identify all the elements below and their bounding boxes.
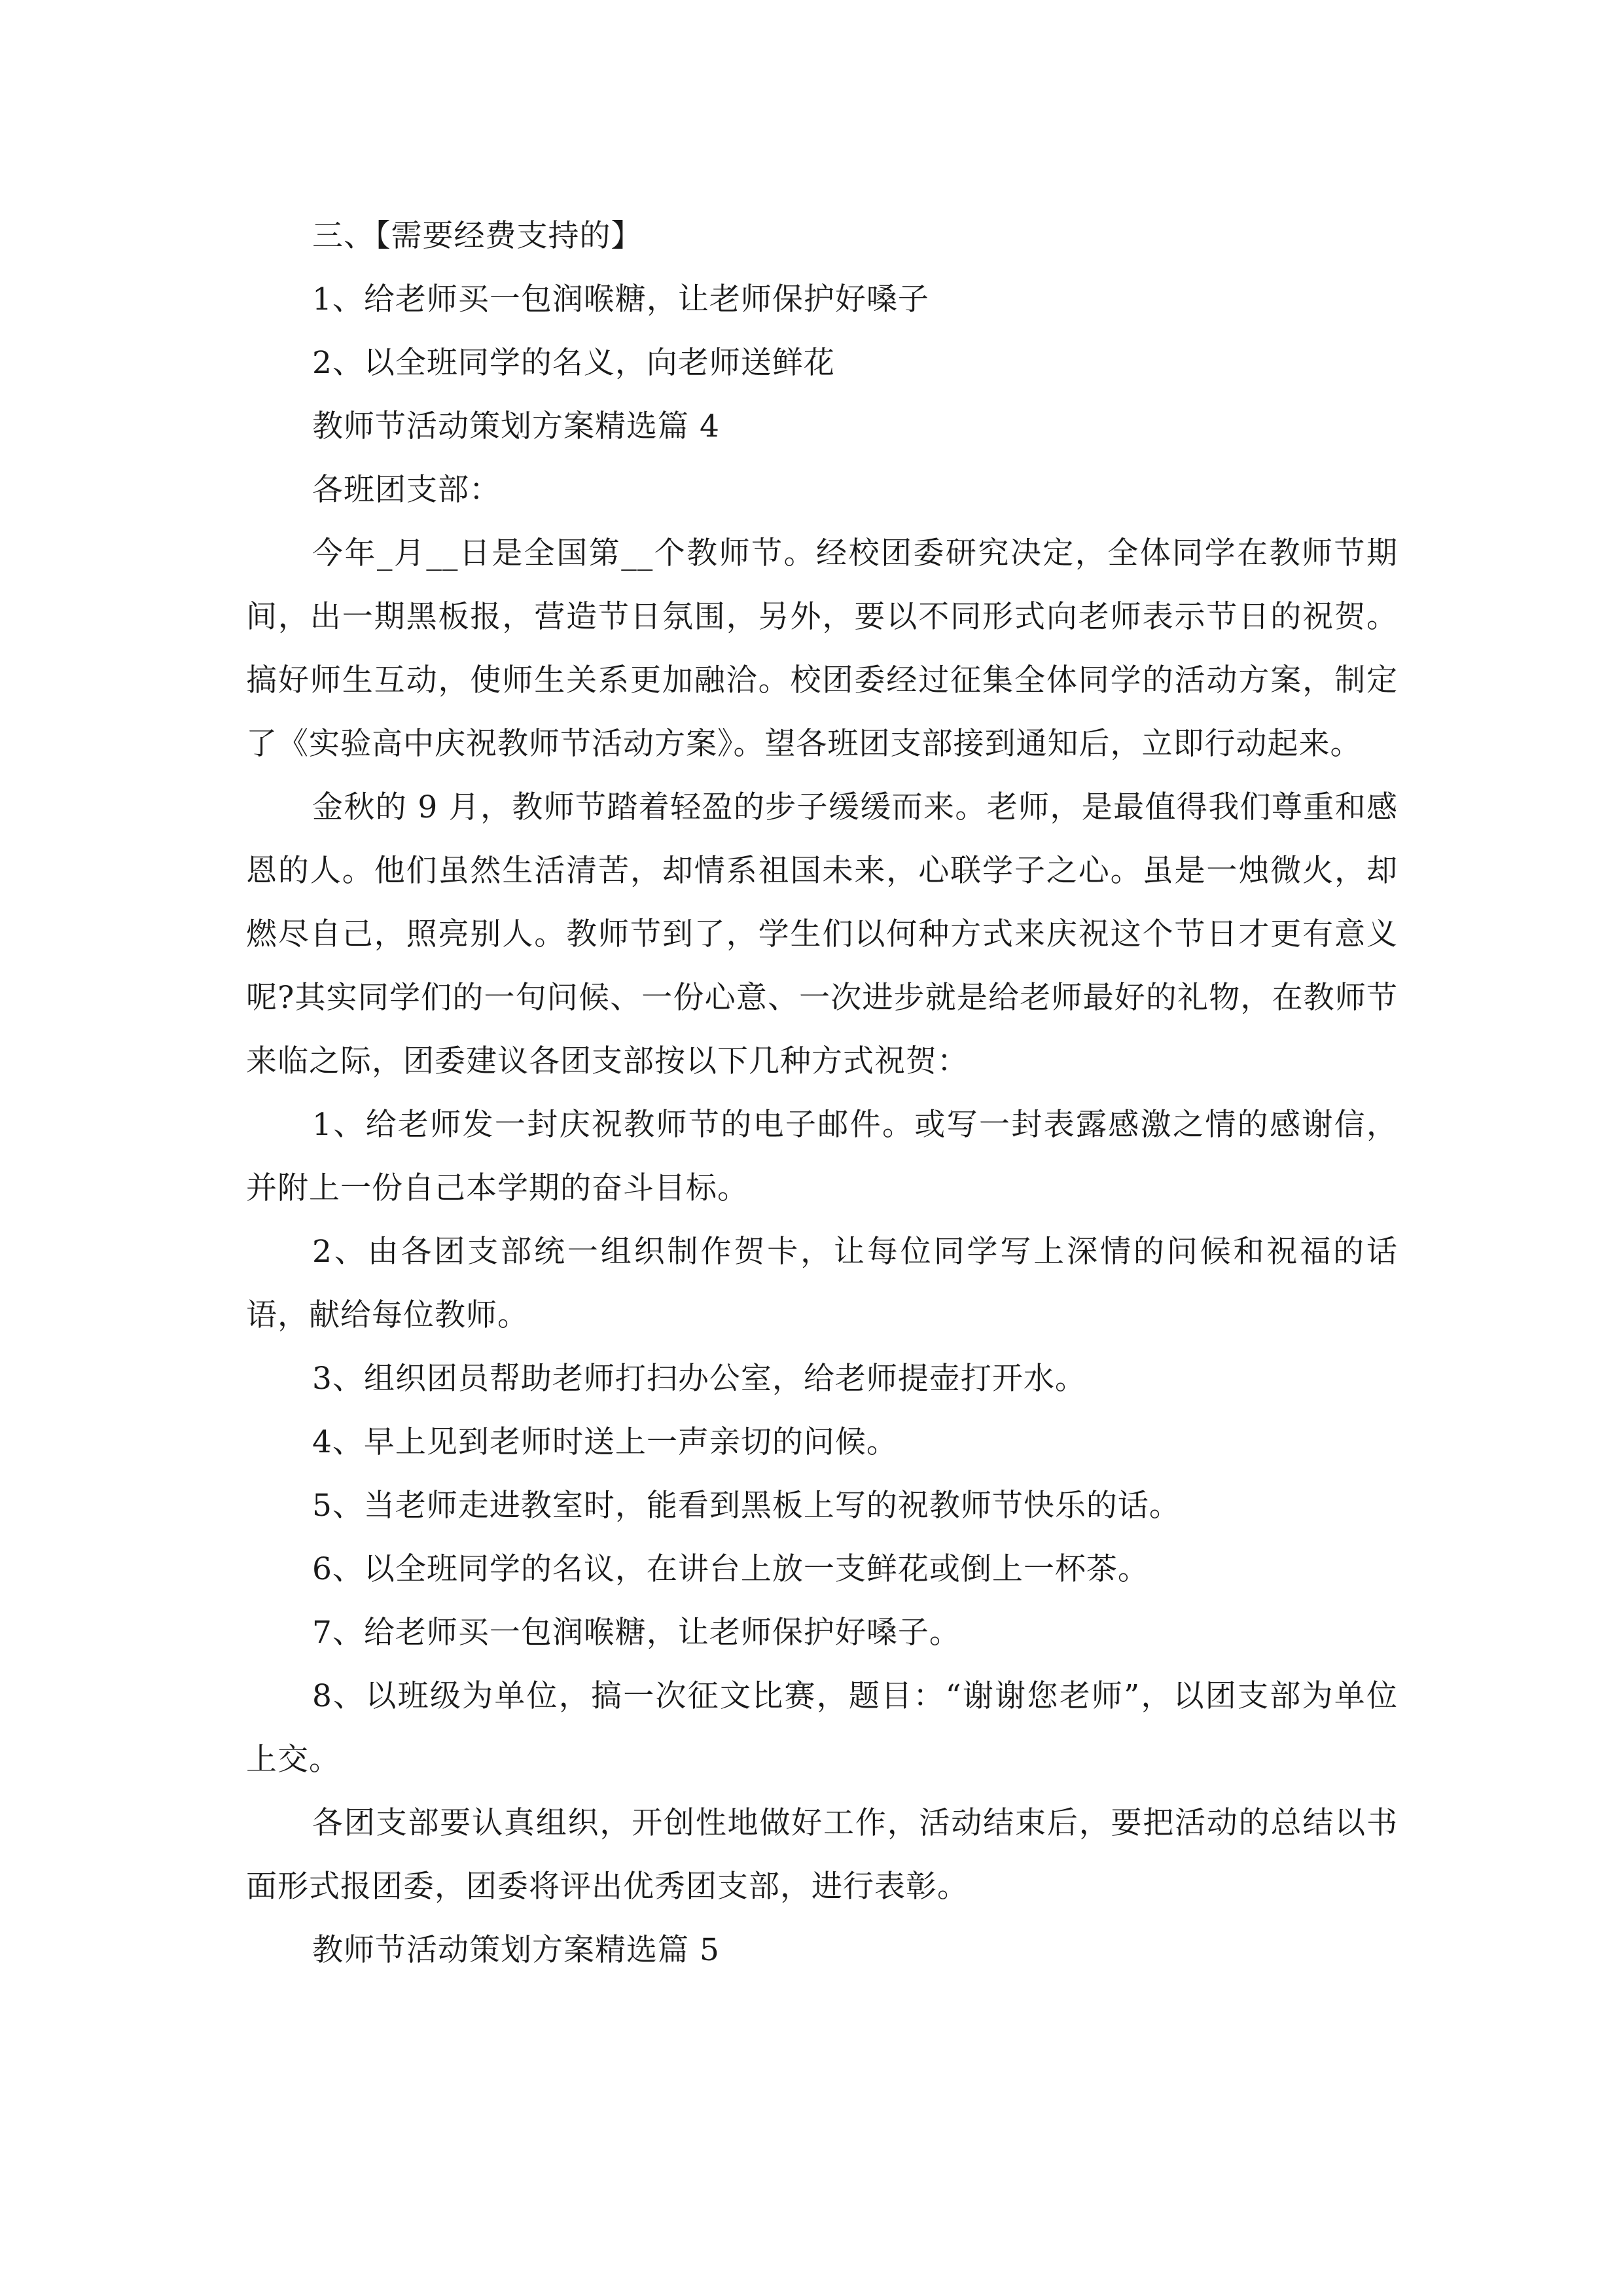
list-item: 5、当老师走进教室时，能看到黑板上写的祝教师节快乐的话。: [312, 1488, 1181, 1524]
list-item: 8、以班级为单位，搞一次征文比赛，题目：“谢谢您老师”，以团支部为单位上交。: [246, 1678, 1398, 1778]
list-item: 1、给老师买一包润喉糖，让老师保护好嗓子: [312, 281, 929, 317]
list-item: 4、早上见到老师时送上一声亲切的问候。: [312, 1424, 898, 1460]
list-item: 7、给老师买一包润喉糖，让老师保护好嗓子。: [312, 1615, 961, 1651]
body-paragraph: 金秋的 9 月，教师节踏着轻盈的步子缓缓而来。老师，是最值得我们尊重和感恩的人。他们虽然生活清苦，却情系祖国未来，心联学子之心。虽是一烛微火，却燃尽自己，照亮别人。教师节到了，学生们以何种方式来庆祝这个节日才更有意义呢?其实同学们的一句问候、一份心意、一次进步就是给老师最好的礼物，在教师节来临之际，团委建议各团支部按以下几种方式祝贺：: [246, 789, 1398, 1079]
list-item: 3、组织团员帮助老师打扫办公室，给老师提壶打开水。: [312, 1361, 1086, 1397]
section-title-part-5: 教师节活动策划方案精选篇 5: [312, 1932, 720, 1968]
section-heading-funding: 三、【需要经费支持的】: [312, 218, 643, 254]
body-paragraph: 各团支部要认真组织，开创性地做好工作，活动结束后，要把活动的总结以书面形式报团委，团委将评出优秀团支部，进行表彰。: [246, 1805, 1398, 1905]
document-body: [246, 204, 1398, 1982]
list-item: 2、以全班同学的名义，向老师送鲜花: [312, 345, 835, 381]
list-item: 6、以全班同学的名议，在讲台上放一支鲜花或倒上一杯茶。: [312, 1551, 1149, 1587]
section-title-part-4: 教师节活动策划方案精选篇 4: [312, 408, 720, 444]
body-paragraph: 今年_月__日是全国第__个教师节。经校团委研究决定，全体同学在教师节期间，出一期黑板报，营造节日氛围，另外，要以不同形式向老师表示节日的祝贺。搞好师生互动，使师生关系更加融洽。校团委经过征集全体同学的活动方案，制定了《实验高中庆祝教师节活动方案》。望各班团支部接到通知后，立即行动起来。: [246, 535, 1398, 762]
list-item: 1、给老师发一封庆祝教师节的电子邮件。或写一封表露感激之情的感谢信，并附上一份自己本学期的奋斗目标。: [246, 1107, 1398, 1206]
list-item: 2、由各团支部统一组织制作贺卡，让每位同学写上深情的问候和祝福的话语，献给每位教师。: [246, 1234, 1398, 1333]
salutation: 各班团支部：: [312, 472, 501, 508]
